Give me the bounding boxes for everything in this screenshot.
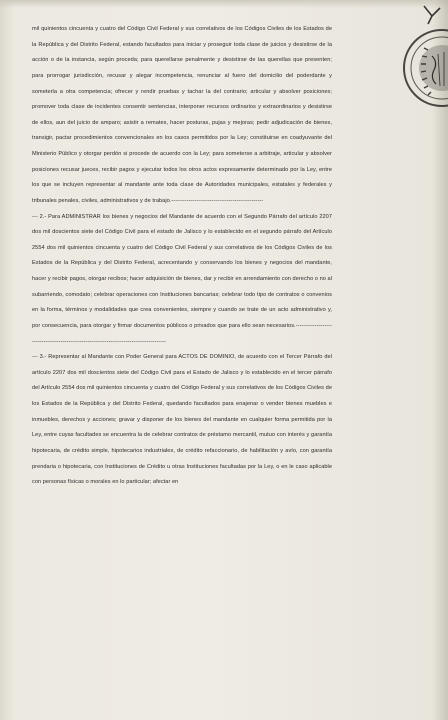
page-fold-shadow (0, 0, 448, 8)
paragraph-clause-3: --- 3.- Representar al Mandante con Poder General para ACTOS DE DOMINIO, de acuerdo con el Tercer Párrafo del artículo 2207 dos mil doscientos siete del Código Civil para el Estado de Jalisco y lo establecido en el tercer párrafo del Artículo 2554 dos mil quinientos cincuenta y cuatro del Código Federal y sus correlativos de los Códigos Civiles de los Estados de la República y del Distrito Federal, quedando facultados para enajenar o vender bienes muebles e inmuebles, derechos y acciones; gravar y disponer de los bienes del mandante en cualquier forma permitida por la Ley, entre cuyas facultades se encuentra la de celebrar contratos de préstamo mercantil, mutuo con interés y garantía hipotecaria, de crédito simple, hipotecarios industriales, de crédito refaccionario, de habilitación y avío, con garantía prendaria o hipotecaria, con Instituciones de Crédito u otras Instituciones facultadas por la Ley, o en le caso aplicable con personas físicas o morales en lo particular; afectar en (32, 354, 332, 486)
paragraph-continuation: mil quinientos cincuenta y cuatro del Código Civil Federal y sus correlativos de los Códigos Civiles de los Estados de la República y del Distrito Federal, estando facultados para iniciar y proseguir toda clase de juicios y desistirse de la acción o de la instancia, según proceda; para querellarse penalmente y desistirse de las querellas que presenten; para prorrogar jurisdicción, recusar y alegar incompetencia, renunciar al fuero del domicilio del poderdante y someterla a otra competencia; ofrecer y rendir pruebas y tachar la del contrario; articular y absolver posiciones; promover toda clase de incidentes consentir sentencias, interponer recursos ordinarios y extraordinarios y desistirse de ellos, aun del juicio de amparo; asistir a remates, hacer posturas, pujas y mejoras; pedir adjudicación de bienes, transigir, pactar procedimientos convencionales en los casos permitidos por la Ley; constituirse en coadyuvante del Ministerio Público y otorgar perdón si procede de acuerdo con la Ley; para someterse a arbitraje, articular y absolver posiciones recusar jueces, recibir pagos y ejecutar todos los otros actos expresamente determinado por la Ley, entre los que se incluyen representar al mandante ante toda clase de Autoridades municipales, estatales y federales y tribunales penales, civiles, administrativos y de trabajo.------------------------------------------------ (32, 26, 332, 204)
right-margin-shadow (434, 0, 448, 720)
paragraph-clause-2: --- 2.- Para ADMINISTRAR los bienes y negocios del Mandante de acuerdo con el Segundo Párrafo del artículo 2207 dos mil doscientos siete del Código Civil para el estado de Jalisco y lo establecido en el segundo párrafo del Artículo 2554 dos mil quinientos cincuenta y cuatro del Código Civil Federal y sus correlativos de los Códigos Civiles de los Estados de la República y del Distrito Federal, acrecentando y conservando los bienes y negocios del mandante, hacer y recibir pagos, otorgar recibos; hacer adquisición de bienes, dar y recibir en arrendamiento con derecho o no al subarriendo, comodato; celebrar operaciones con Instituciones bancarias; celebrar todo tipo de contratos o convenios en la forma, términos y modalidades que crea convenientes, siempre y cuando se trate de un acto administrativo y, por consecuencia, para otorgar y firmar documentos públicos o privados que para ello sean necesarios.----------------------------------------------------------------------------------------- (32, 213, 332, 345)
document-body (32, 22, 332, 491)
